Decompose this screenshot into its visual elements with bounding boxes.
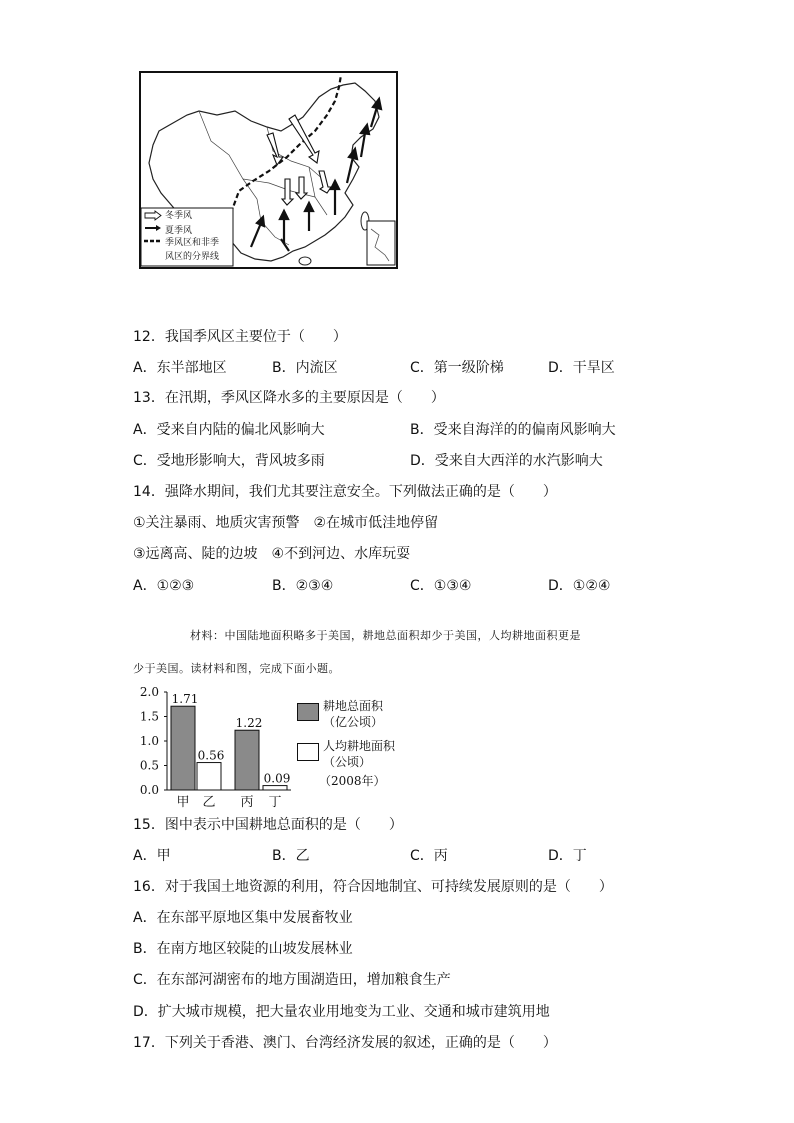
question-16-stem: 16．对于我国土地资源的利用，符合因地制宜、可持续发展原则的是（ ）	[133, 879, 613, 895]
material-line-2: 少于美国。读材料和图，完成下面小题。	[133, 662, 340, 675]
bar-甲	[171, 706, 195, 790]
q16-option-c: C．在东部河湖密布的地方围湖造田，增加粮食生产	[133, 972, 451, 988]
chart-svg	[133, 684, 293, 810]
q12-option-b: B．内流区	[272, 360, 338, 376]
material-line-1: 材料：中国陆地面积略多于美国，耕地总面积却少于美国，人均耕地面积更是	[190, 629, 581, 642]
q13-option-d: D．受来自大西洋的水汽影响大	[410, 453, 603, 469]
q14-statements-2: ③远离高、陡的边坡 ④不到河边、水库玩耍	[133, 546, 411, 562]
q15-option-c: C．丙	[410, 848, 448, 864]
legend-year-note: （2008年）	[319, 774, 386, 788]
legend-boundary-1: 季风区和非季	[165, 238, 220, 248]
bar-value-label: 1.71	[171, 692, 199, 707]
legend-total-label: 耕地总面积	[323, 699, 384, 713]
q16-option-d: D．扩大城市规模，把大量农业用地变为工业、交通和城市建筑用地	[133, 1004, 550, 1020]
q12-option-c: C．第一级阶梯	[410, 360, 504, 376]
monsoon-map	[139, 71, 398, 269]
q13-option-b: B．受来自海洋的的偏南风影响大	[410, 422, 616, 438]
x-category-label: 乙	[202, 795, 216, 810]
q12-option-d: D．干旱区	[548, 360, 615, 376]
q14-option-d: D．①②④	[548, 578, 611, 594]
q14-option-b: B．②③④	[272, 578, 334, 594]
q13-option-a: A．受来自内陆的偏北风影响大	[133, 422, 325, 438]
bar-value-label: 0.56	[197, 748, 225, 763]
legend-percapita-unit: （公顷）	[323, 755, 372, 769]
y-tick-label: 1.0	[139, 734, 159, 748]
q12-option-a: A．东半部地区	[133, 360, 227, 376]
q14-statements-1: ①关注暴雨、地质灾害预警 ②在城市低洼地停留	[133, 515, 439, 531]
q15-option-a: A．甲	[133, 848, 171, 864]
q14-option-c: C．①③④	[410, 578, 472, 594]
farmland-chart	[133, 684, 433, 810]
legend-percapita-label: 人均耕地面积	[323, 739, 396, 753]
question-12-stem: 12．我国季风区主要位于（ ）	[133, 329, 347, 345]
legend-winter: 冬季风	[165, 211, 193, 221]
y-tick-label: 1.5	[139, 709, 159, 724]
q14-option-a: A．①②③	[133, 578, 195, 594]
bar-丙	[235, 730, 259, 790]
question-14-stem: 14．强降水期间，我们尤其要注意安全。下列做法正确的是（ ）	[133, 484, 557, 500]
q16-option-a: A．在东部平原地区集中发展畜牧业	[133, 910, 353, 926]
legend-swatch-percapita	[297, 743, 319, 761]
bar-value-label: 0.09	[263, 771, 291, 786]
bar-value-label: 1.22	[235, 716, 263, 731]
legend-boundary-2: 风区的分界线	[165, 252, 220, 262]
question-17-stem: 17．下列关于香港、澳门、台湾经济发展的叙述，正确的是（ ）	[133, 1035, 557, 1051]
bar-乙	[197, 763, 221, 790]
bar-丁	[263, 786, 287, 790]
x-category-label: 丙	[240, 795, 254, 810]
legend-summer: 夏季风	[165, 226, 193, 236]
q13-option-c: C．受地形影响大，背风坡多雨	[133, 453, 325, 469]
x-category-label: 甲	[176, 795, 190, 810]
y-tick-label: 0.0	[139, 783, 159, 797]
q16-option-b: B．在南方地区较陡的山坡发展林业	[133, 941, 353, 957]
x-category-label: 丁	[268, 795, 282, 810]
y-tick-label: 2.0	[139, 685, 159, 699]
q15-option-b: B．乙	[272, 848, 310, 864]
legend-swatch-total	[297, 703, 319, 721]
legend-total-unit: （亿公顷）	[323, 715, 384, 729]
question-15-stem: 15．图中表示中国耕地总面积的是（ ）	[133, 817, 403, 833]
question-13-stem: 13．在汛期，季风区降水多的主要原因是（ ）	[133, 390, 445, 406]
q15-option-d: D．丁	[548, 848, 587, 864]
y-tick-label: 0.5	[139, 758, 159, 773]
